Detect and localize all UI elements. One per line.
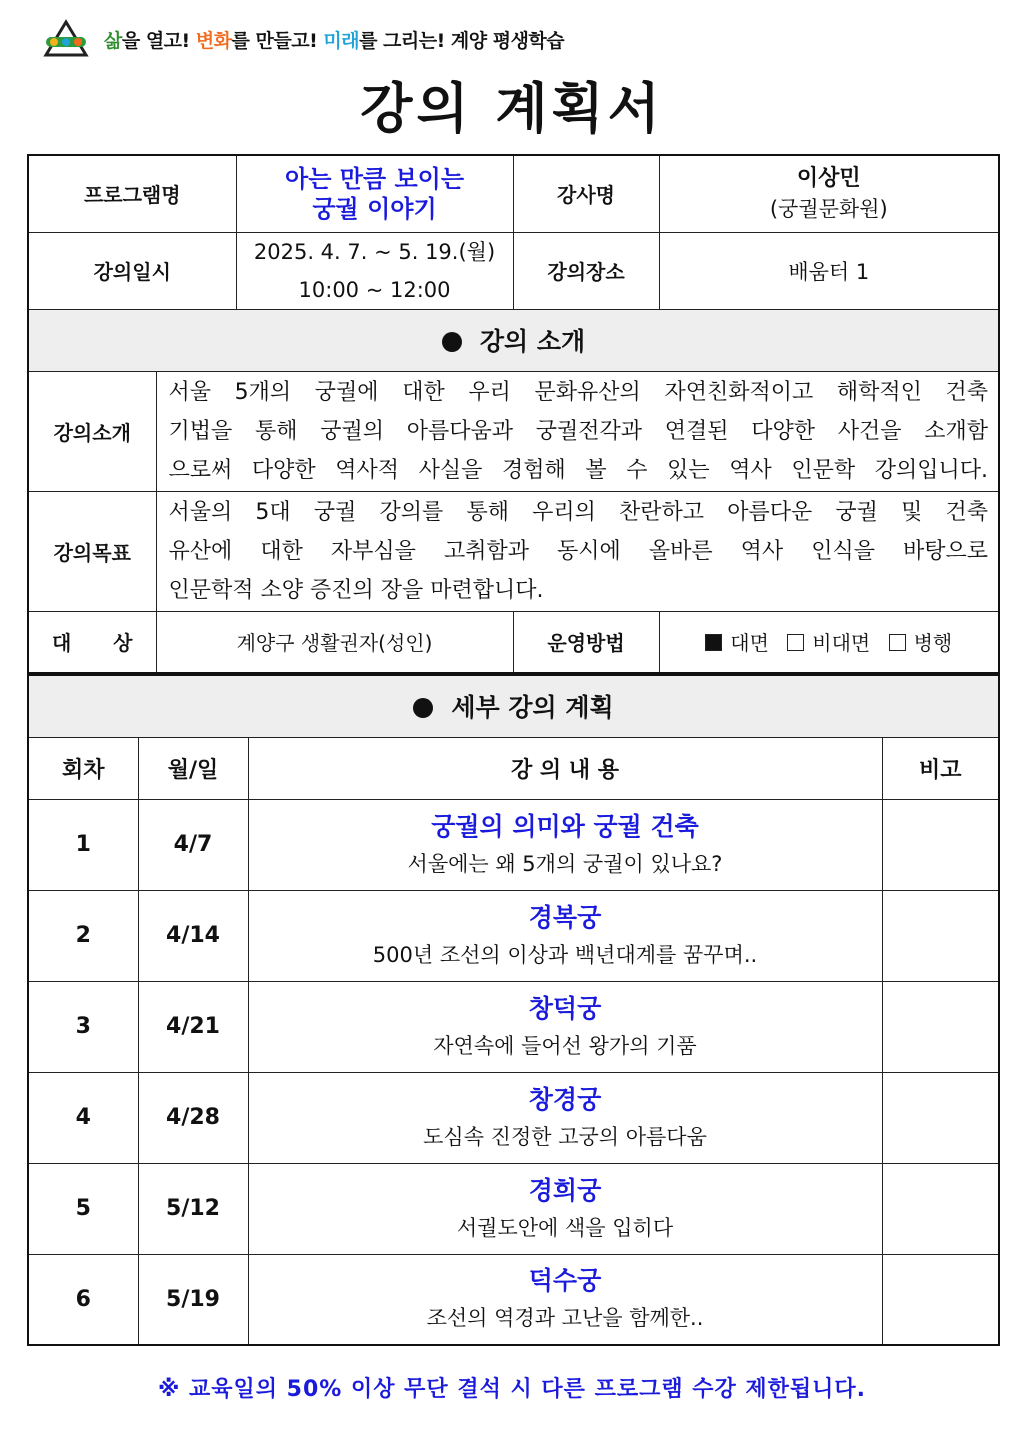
session-note <box>882 981 999 1072</box>
header-note: 비고 <box>882 737 999 799</box>
session-no: 3 <box>28 981 138 1072</box>
info-table <box>27 154 1000 674</box>
method-label: 운영방법 <box>513 611 659 673</box>
header-content: 강 의 내 용 <box>248 737 882 799</box>
instructor-org: (궁궐문화원) <box>769 196 888 221</box>
mode-online[interactable] <box>787 631 870 655</box>
session-title: 창덕궁 <box>528 993 602 1023</box>
session-content <box>248 1072 882 1163</box>
session-note <box>882 1072 999 1163</box>
program-name-line: 궁궐 이야기 <box>312 194 437 223</box>
plan-section-header <box>28 675 999 737</box>
session-desc: 서궐도안에 색을 입히다 <box>456 1215 674 1240</box>
intro-text <box>156 371 999 491</box>
header-date: 월/일 <box>138 737 248 799</box>
intro-line: 기법을 통해 궁궐의 아름다움과 궁궐전각과 연결된 다양한 사건을 소개함 <box>168 418 989 444</box>
table-row <box>28 1163 999 1254</box>
plan-table <box>27 674 1000 1346</box>
session-content <box>248 981 882 1072</box>
session-content <box>248 1163 882 1254</box>
target-label: 대 상 <box>28 611 156 673</box>
session-title: 경희궁 <box>528 1175 602 1205</box>
page-header <box>42 18 564 60</box>
session-title: 창경궁 <box>528 1084 602 1114</box>
date-range: 2025. 4. 7. ~ 5. 19.(월) <box>253 239 496 264</box>
mode-label: 병행 <box>913 631 953 656</box>
session-note <box>882 890 999 981</box>
slogan-part: 를 그리는! 계양 평생학습 <box>359 29 565 52</box>
checked-box-icon <box>705 634 722 651</box>
session-note <box>882 799 999 890</box>
mode-in-person[interactable] <box>705 631 769 655</box>
intro-line: 으로써 다양한 역사적 사실을 경험해 볼 수 있는 역사 인문학 강의입니다. <box>168 457 989 483</box>
session-content <box>248 890 882 981</box>
slogan <box>104 26 564 53</box>
slogan-part: 미래 <box>323 29 360 52</box>
intro-line: 서울 5개의 궁궐에 대한 우리 문화유산의 자연친화적이고 해학적인 건축 <box>168 379 989 405</box>
session-date: 5/12 <box>138 1163 248 1254</box>
session-date: 4/7 <box>138 799 248 890</box>
session-date: 5/19 <box>138 1254 248 1345</box>
session-no: 2 <box>28 890 138 981</box>
target-value: 계양구 생활권자(성인) <box>156 611 513 673</box>
table-row <box>28 890 999 981</box>
document-title: 강의 계획서 <box>360 77 664 140</box>
time-range: 10:00 ~ 12:00 <box>298 277 451 302</box>
date-label: 강의일시 <box>28 232 236 309</box>
slogan-part: 을 열고! <box>121 29 196 52</box>
intro-section-header <box>28 309 999 371</box>
place-value: 배움터 1 <box>659 232 999 309</box>
session-desc: 조선의 역경과 고난을 함께한.. <box>426 1306 704 1331</box>
slogan-part: 변화 <box>195 29 232 52</box>
session-title: 덕수궁 <box>528 1266 602 1296</box>
session-title: 궁궐의 의미와 궁궐 건축 <box>431 811 699 841</box>
goal-label: 강의목표 <box>28 491 156 611</box>
session-date: 4/21 <box>138 981 248 1072</box>
table-row <box>28 799 999 890</box>
session-date: 4/14 <box>138 890 248 981</box>
mode-hybrid[interactable] <box>889 631 953 655</box>
session-note <box>882 1163 999 1254</box>
session-desc: 500년 조선의 이상과 백년대계를 꿈꾸며.. <box>372 942 758 967</box>
goal-text <box>156 491 999 611</box>
goal-line: 인문학적 소양 증진의 장을 마련합니다. <box>168 577 544 603</box>
goal-line: 서울의 5대 궁궐 강의를 통해 우리의 찬란하고 아름다운 궁궐 및 건축 <box>168 499 989 525</box>
gyeyang-logo-icon <box>42 19 90 59</box>
session-content <box>248 799 882 890</box>
slogan-part: 를 만들고! <box>231 29 324 52</box>
program-name <box>236 155 513 232</box>
session-no: 5 <box>28 1163 138 1254</box>
unchecked-box-icon <box>889 634 906 651</box>
method-options <box>659 611 999 673</box>
bullet-icon <box>442 332 462 352</box>
session-note <box>882 1254 999 1345</box>
session-content <box>248 1254 882 1345</box>
instructor-label: 강사명 <box>513 155 659 232</box>
session-no: 4 <box>28 1072 138 1163</box>
date-cell <box>236 232 513 309</box>
goal-line: 유산에 대한 자부심을 고취함과 동시에 올바른 역사 인식을 바탕으로 <box>168 538 989 564</box>
mode-label: 대면 <box>730 631 769 656</box>
intro-section-title: 강의 소개 <box>479 327 586 356</box>
session-date: 4/28 <box>138 1072 248 1163</box>
instructor-cell <box>659 155 999 232</box>
mode-label: 비대면 <box>812 631 871 656</box>
session-desc: 도심속 진정한 고궁의 아름다움 <box>423 1124 707 1149</box>
session-no: 6 <box>28 1254 138 1345</box>
attendance-notice: ※ 교육일의 50% 이상 무단 결석 시 다른 프로그램 수강 제한됩니다. <box>157 1377 867 1402</box>
program-label: 프로그램명 <box>28 155 236 232</box>
program-name-line: 아는 만큼 보이는 <box>285 164 465 193</box>
table-row <box>28 1254 999 1345</box>
slogan-part: 삶 <box>104 29 122 52</box>
bullet-icon <box>413 698 433 718</box>
header-no: 회차 <box>28 737 138 799</box>
intro-label: 강의소개 <box>28 371 156 491</box>
place-label: 강의장소 <box>513 232 659 309</box>
plan-section-title: 세부 강의 계획 <box>451 693 614 723</box>
session-desc: 자연속에 들어선 왕가의 기품 <box>433 1033 697 1058</box>
session-title: 경복궁 <box>528 902 602 932</box>
instructor-name: 이상민 <box>796 165 861 191</box>
table-row <box>28 981 999 1072</box>
table-row <box>28 1072 999 1163</box>
unchecked-box-icon <box>787 634 804 651</box>
session-desc: 서울에는 왜 5개의 궁궐이 있나요? <box>407 851 723 876</box>
session-no: 1 <box>28 799 138 890</box>
